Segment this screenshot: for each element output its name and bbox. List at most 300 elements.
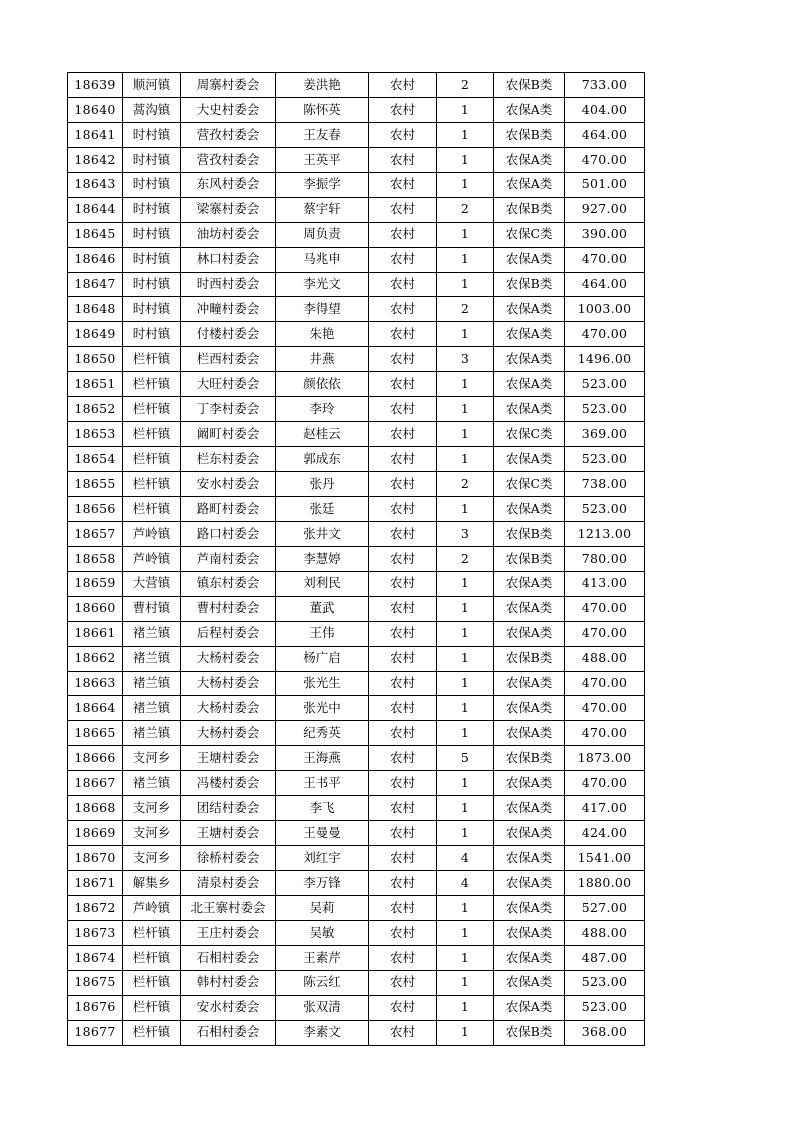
- row-number-cell: 18643: [68, 172, 123, 197]
- amount-cell: 780.00: [565, 546, 645, 571]
- amount-cell: 470.00: [565, 147, 645, 172]
- name-cell: 张光生: [276, 671, 369, 696]
- insurance-category-cell: 农保B类: [494, 122, 565, 147]
- people-count-cell: 4: [437, 871, 494, 896]
- amount-cell: 1873.00: [565, 746, 645, 771]
- name-cell: 王曼曼: [276, 821, 369, 846]
- township-cell: 顺河镇: [123, 73, 181, 98]
- row-number-cell: 18645: [68, 222, 123, 247]
- township-cell: 芦岭镇: [123, 895, 181, 920]
- amount-cell: 417.00: [565, 796, 645, 821]
- household-type-cell: 农村: [369, 447, 437, 472]
- table-row: [68, 671, 645, 696]
- township-cell: 栏杆镇: [123, 472, 181, 497]
- township-cell: 时村镇: [123, 122, 181, 147]
- name-cell: 刘红宇: [276, 846, 369, 871]
- row-number-cell: 18644: [68, 197, 123, 222]
- table-row: [68, 571, 645, 596]
- people-count-cell: 1: [437, 422, 494, 447]
- village-committee-cell: 芦南村委会: [181, 546, 276, 571]
- amount-cell: 470.00: [565, 322, 645, 347]
- insurance-category-cell: 农保A类: [494, 796, 565, 821]
- township-cell: 栏杆镇: [123, 422, 181, 447]
- village-committee-cell: 镇东村委会: [181, 571, 276, 596]
- household-type-cell: 农村: [369, 846, 437, 871]
- household-type-cell: 农村: [369, 721, 437, 746]
- table-row: [68, 796, 645, 821]
- table-row: [68, 646, 645, 671]
- row-number-cell: 18673: [68, 920, 123, 945]
- row-number-cell: 18672: [68, 895, 123, 920]
- household-type-cell: 农村: [369, 521, 437, 546]
- row-number-cell: 18662: [68, 646, 123, 671]
- village-committee-cell: 北王寨村委会: [181, 895, 276, 920]
- insurance-category-cell: 农保A类: [494, 970, 565, 995]
- township-cell: 支河乡: [123, 746, 181, 771]
- people-count-cell: 2: [437, 73, 494, 98]
- amount-cell: 1496.00: [565, 347, 645, 372]
- table-row: [68, 222, 645, 247]
- township-cell: 栏杆镇: [123, 1020, 181, 1045]
- amount-cell: 927.00: [565, 197, 645, 222]
- township-cell: 曹村镇: [123, 596, 181, 621]
- insurance-category-cell: 农保B类: [494, 746, 565, 771]
- insurance-category-cell: 农保C类: [494, 422, 565, 447]
- township-cell: 栏杆镇: [123, 496, 181, 521]
- name-cell: 周负责: [276, 222, 369, 247]
- insurance-category-cell: 农保A类: [494, 721, 565, 746]
- name-cell: 郭成东: [276, 447, 369, 472]
- insurance-category-cell: 农保A类: [494, 596, 565, 621]
- household-type-cell: 农村: [369, 197, 437, 222]
- village-committee-cell: 徐桥村委会: [181, 846, 276, 871]
- insurance-category-cell: 农保A类: [494, 621, 565, 646]
- amount-cell: 470.00: [565, 721, 645, 746]
- amount-cell: 470.00: [565, 771, 645, 796]
- table-row: [68, 771, 645, 796]
- household-type-cell: 农村: [369, 322, 437, 347]
- insurance-category-cell: 农保B类: [494, 546, 565, 571]
- table-row: [68, 621, 645, 646]
- insurance-category-cell: 农保A类: [494, 247, 565, 272]
- row-number-cell: 18674: [68, 945, 123, 970]
- table-row: [68, 746, 645, 771]
- township-cell: 褚兰镇: [123, 621, 181, 646]
- amount-cell: 470.00: [565, 596, 645, 621]
- village-committee-cell: 梁寨村委会: [181, 197, 276, 222]
- village-committee-cell: 王塘村委会: [181, 746, 276, 771]
- row-number-cell: 18676: [68, 995, 123, 1020]
- township-cell: 栏杆镇: [123, 920, 181, 945]
- amount-cell: 1003.00: [565, 297, 645, 322]
- township-cell: 解集乡: [123, 871, 181, 896]
- row-number-cell: 18650: [68, 347, 123, 372]
- people-count-cell: 1: [437, 397, 494, 422]
- insurance-category-cell: 农保A类: [494, 97, 565, 122]
- name-cell: 陈怀英: [276, 97, 369, 122]
- people-count-cell: 3: [437, 521, 494, 546]
- household-type-cell: 农村: [369, 871, 437, 896]
- people-count-cell: 3: [437, 347, 494, 372]
- amount-cell: 404.00: [565, 97, 645, 122]
- village-committee-cell: 清泉村委会: [181, 871, 276, 896]
- insurance-category-cell: 农保A类: [494, 995, 565, 1020]
- amount-cell: 470.00: [565, 671, 645, 696]
- household-type-cell: 农村: [369, 397, 437, 422]
- row-number-cell: 18664: [68, 696, 123, 721]
- table-row: [68, 472, 645, 497]
- household-type-cell: 农村: [369, 372, 437, 397]
- insurance-category-cell: 农保B类: [494, 521, 565, 546]
- amount-cell: 413.00: [565, 571, 645, 596]
- village-committee-cell: 路町村委会: [181, 496, 276, 521]
- amount-cell: 488.00: [565, 920, 645, 945]
- village-committee-cell: 丁李村委会: [181, 397, 276, 422]
- table-row: [68, 347, 645, 372]
- amount-cell: 527.00: [565, 895, 645, 920]
- household-type-cell: 农村: [369, 297, 437, 322]
- name-cell: 李素文: [276, 1020, 369, 1045]
- people-count-cell: 1: [437, 1020, 494, 1045]
- row-number-cell: 18667: [68, 771, 123, 796]
- village-committee-cell: 时西村委会: [181, 272, 276, 297]
- insurance-category-cell: 农保A类: [494, 920, 565, 945]
- amount-cell: 369.00: [565, 422, 645, 447]
- amount-cell: 470.00: [565, 696, 645, 721]
- row-number-cell: 18677: [68, 1020, 123, 1045]
- table-row: [68, 970, 645, 995]
- name-cell: 李玲: [276, 397, 369, 422]
- name-cell: 吴敏: [276, 920, 369, 945]
- table-row: [68, 1020, 645, 1045]
- table-row: [68, 372, 645, 397]
- township-cell: 褚兰镇: [123, 771, 181, 796]
- people-count-cell: 1: [437, 571, 494, 596]
- village-committee-cell: 付楼村委会: [181, 322, 276, 347]
- table-row: [68, 272, 645, 297]
- people-count-cell: 1: [437, 821, 494, 846]
- township-cell: 大营镇: [123, 571, 181, 596]
- township-cell: 褚兰镇: [123, 696, 181, 721]
- people-count-cell: 1: [437, 247, 494, 272]
- people-count-cell: 1: [437, 496, 494, 521]
- people-count-cell: 1: [437, 222, 494, 247]
- row-number-cell: 18661: [68, 621, 123, 646]
- village-committee-cell: 安水村委会: [181, 472, 276, 497]
- table-row: [68, 422, 645, 447]
- insurance-category-cell: 农保A类: [494, 895, 565, 920]
- village-committee-cell: 大杨村委会: [181, 721, 276, 746]
- people-count-cell: 2: [437, 297, 494, 322]
- people-count-cell: 1: [437, 721, 494, 746]
- name-cell: 董武: [276, 596, 369, 621]
- amount-cell: 464.00: [565, 272, 645, 297]
- household-type-cell: 农村: [369, 122, 437, 147]
- household-type-cell: 农村: [369, 422, 437, 447]
- people-count-cell: 1: [437, 372, 494, 397]
- village-committee-cell: 冲疃村委会: [181, 297, 276, 322]
- row-number-cell: 18675: [68, 970, 123, 995]
- village-committee-cell: 冯楼村委会: [181, 771, 276, 796]
- row-number-cell: 18665: [68, 721, 123, 746]
- row-number-cell: 18651: [68, 372, 123, 397]
- insurance-category-cell: 农保A类: [494, 147, 565, 172]
- household-type-cell: 农村: [369, 945, 437, 970]
- people-count-cell: 1: [437, 646, 494, 671]
- people-count-cell: 1: [437, 671, 494, 696]
- township-cell: 栏杆镇: [123, 372, 181, 397]
- row-number-cell: 18666: [68, 746, 123, 771]
- township-cell: 支河乡: [123, 846, 181, 871]
- village-committee-cell: 曹村村委会: [181, 596, 276, 621]
- township-cell: 芦岭镇: [123, 546, 181, 571]
- subsidy-roster-table: [67, 72, 645, 1046]
- table-row: [68, 871, 645, 896]
- household-type-cell: 农村: [369, 571, 437, 596]
- amount-cell: 390.00: [565, 222, 645, 247]
- township-cell: 时村镇: [123, 322, 181, 347]
- amount-cell: 487.00: [565, 945, 645, 970]
- people-count-cell: 4: [437, 846, 494, 871]
- household-type-cell: 农村: [369, 746, 437, 771]
- village-committee-cell: 路口村委会: [181, 521, 276, 546]
- household-type-cell: 农村: [369, 172, 437, 197]
- row-number-cell: 18656: [68, 496, 123, 521]
- village-committee-cell: 大杨村委会: [181, 696, 276, 721]
- row-number-cell: 18642: [68, 147, 123, 172]
- table-row: [68, 696, 645, 721]
- row-number-cell: 18652: [68, 397, 123, 422]
- roster-body: [68, 73, 645, 1046]
- village-committee-cell: 后程村委会: [181, 621, 276, 646]
- insurance-category-cell: 农保A类: [494, 496, 565, 521]
- insurance-category-cell: 农保B类: [494, 646, 565, 671]
- name-cell: 王素芹: [276, 945, 369, 970]
- table-row: [68, 521, 645, 546]
- name-cell: 王海燕: [276, 746, 369, 771]
- household-type-cell: 农村: [369, 821, 437, 846]
- people-count-cell: 1: [437, 621, 494, 646]
- village-committee-cell: 韩村村委会: [181, 970, 276, 995]
- name-cell: 颜依依: [276, 372, 369, 397]
- township-cell: 栏杆镇: [123, 970, 181, 995]
- name-cell: 张丹: [276, 472, 369, 497]
- row-number-cell: 18657: [68, 521, 123, 546]
- people-count-cell: 1: [437, 596, 494, 621]
- household-type-cell: 农村: [369, 771, 437, 796]
- name-cell: 马兆申: [276, 247, 369, 272]
- village-committee-cell: 栏东村委会: [181, 447, 276, 472]
- amount-cell: 464.00: [565, 122, 645, 147]
- household-type-cell: 农村: [369, 222, 437, 247]
- table-row: [68, 197, 645, 222]
- table-row: [68, 496, 645, 521]
- village-committee-cell: 阚町村委会: [181, 422, 276, 447]
- insurance-category-cell: 农保A类: [494, 771, 565, 796]
- table-row: [68, 297, 645, 322]
- people-count-cell: 1: [437, 771, 494, 796]
- people-count-cell: 1: [437, 796, 494, 821]
- people-count-cell: 1: [437, 97, 494, 122]
- row-number-cell: 18660: [68, 596, 123, 621]
- amount-cell: 470.00: [565, 621, 645, 646]
- amount-cell: 523.00: [565, 447, 645, 472]
- amount-cell: 1213.00: [565, 521, 645, 546]
- insurance-category-cell: 农保A类: [494, 322, 565, 347]
- village-committee-cell: 周寨村委会: [181, 73, 276, 98]
- row-number-cell: 18671: [68, 871, 123, 896]
- household-type-cell: 农村: [369, 147, 437, 172]
- amount-cell: 488.00: [565, 646, 645, 671]
- name-cell: 杨广启: [276, 646, 369, 671]
- people-count-cell: 1: [437, 696, 494, 721]
- name-cell: 陈云红: [276, 970, 369, 995]
- table-row: [68, 895, 645, 920]
- table-row: [68, 122, 645, 147]
- amount-cell: 523.00: [565, 372, 645, 397]
- township-cell: 栏杆镇: [123, 397, 181, 422]
- insurance-category-cell: 农保B类: [494, 73, 565, 98]
- village-committee-cell: 安水村委会: [181, 995, 276, 1020]
- name-cell: 吴莉: [276, 895, 369, 920]
- table-row: [68, 995, 645, 1020]
- village-committee-cell: 大史村委会: [181, 97, 276, 122]
- name-cell: 王书平: [276, 771, 369, 796]
- amount-cell: 523.00: [565, 496, 645, 521]
- row-number-cell: 18655: [68, 472, 123, 497]
- insurance-category-cell: 农保A类: [494, 372, 565, 397]
- name-cell: 姜洪艳: [276, 73, 369, 98]
- people-count-cell: 1: [437, 272, 494, 297]
- village-committee-cell: 栏西村委会: [181, 347, 276, 372]
- village-committee-cell: 营孜村委会: [181, 122, 276, 147]
- name-cell: 朱艳: [276, 322, 369, 347]
- table-row: [68, 73, 645, 98]
- township-cell: 时村镇: [123, 247, 181, 272]
- household-type-cell: 农村: [369, 596, 437, 621]
- township-cell: 时村镇: [123, 297, 181, 322]
- name-cell: 李得望: [276, 297, 369, 322]
- township-cell: 褚兰镇: [123, 671, 181, 696]
- township-cell: 支河乡: [123, 796, 181, 821]
- village-committee-cell: 石相村委会: [181, 1020, 276, 1045]
- people-count-cell: 1: [437, 995, 494, 1020]
- row-number-cell: 18640: [68, 97, 123, 122]
- household-type-cell: 农村: [369, 646, 437, 671]
- village-committee-cell: 团结村委会: [181, 796, 276, 821]
- name-cell: 王英平: [276, 147, 369, 172]
- insurance-category-cell: 农保A类: [494, 172, 565, 197]
- amount-cell: 368.00: [565, 1020, 645, 1045]
- name-cell: 张双清: [276, 995, 369, 1020]
- name-cell: 李光文: [276, 272, 369, 297]
- insurance-category-cell: 农保B类: [494, 272, 565, 297]
- village-committee-cell: 林口村委会: [181, 247, 276, 272]
- table-row: [68, 846, 645, 871]
- township-cell: 褚兰镇: [123, 721, 181, 746]
- insurance-category-cell: 农保A类: [494, 696, 565, 721]
- people-count-cell: 2: [437, 197, 494, 222]
- name-cell: 王伟: [276, 621, 369, 646]
- amount-cell: 738.00: [565, 472, 645, 497]
- row-number-cell: 18658: [68, 546, 123, 571]
- township-cell: 褚兰镇: [123, 646, 181, 671]
- table-row: [68, 322, 645, 347]
- household-type-cell: 农村: [369, 97, 437, 122]
- insurance-category-cell: 农保A类: [494, 297, 565, 322]
- household-type-cell: 农村: [369, 73, 437, 98]
- township-cell: 芦岭镇: [123, 521, 181, 546]
- name-cell: 张井文: [276, 521, 369, 546]
- row-number-cell: 18659: [68, 571, 123, 596]
- row-number-cell: 18668: [68, 796, 123, 821]
- amount-cell: 470.00: [565, 247, 645, 272]
- household-type-cell: 农村: [369, 796, 437, 821]
- table-row: [68, 596, 645, 621]
- village-committee-cell: 石相村委会: [181, 945, 276, 970]
- township-cell: 栏杆镇: [123, 995, 181, 1020]
- village-committee-cell: 大杨村委会: [181, 646, 276, 671]
- people-count-cell: 1: [437, 895, 494, 920]
- name-cell: 蔡宇轩: [276, 197, 369, 222]
- household-type-cell: 农村: [369, 347, 437, 372]
- row-number-cell: 18654: [68, 447, 123, 472]
- household-type-cell: 农村: [369, 671, 437, 696]
- township-cell: 栏杆镇: [123, 347, 181, 372]
- people-count-cell: 1: [437, 920, 494, 945]
- insurance-category-cell: 农保A类: [494, 347, 565, 372]
- village-committee-cell: 大杨村委会: [181, 671, 276, 696]
- table-row: [68, 247, 645, 272]
- people-count-cell: 5: [437, 746, 494, 771]
- people-count-cell: 1: [437, 122, 494, 147]
- amount-cell: 523.00: [565, 397, 645, 422]
- people-count-cell: 2: [437, 472, 494, 497]
- name-cell: 纪秀英: [276, 721, 369, 746]
- township-cell: 时村镇: [123, 222, 181, 247]
- village-committee-cell: 油坊村委会: [181, 222, 276, 247]
- insurance-category-cell: 农保A类: [494, 846, 565, 871]
- table-row: [68, 447, 645, 472]
- village-committee-cell: 王塘村委会: [181, 821, 276, 846]
- people-count-cell: 1: [437, 322, 494, 347]
- table-row: [68, 920, 645, 945]
- village-committee-cell: 东风村委会: [181, 172, 276, 197]
- amount-cell: 501.00: [565, 172, 645, 197]
- insurance-category-cell: 农保A类: [494, 945, 565, 970]
- table-row: [68, 397, 645, 422]
- household-type-cell: 农村: [369, 995, 437, 1020]
- row-number-cell: 18669: [68, 821, 123, 846]
- row-number-cell: 18639: [68, 73, 123, 98]
- people-count-cell: 1: [437, 447, 494, 472]
- name-cell: 刘利民: [276, 571, 369, 596]
- row-number-cell: 18670: [68, 846, 123, 871]
- amount-cell: 523.00: [565, 970, 645, 995]
- insurance-category-cell: 农保C类: [494, 222, 565, 247]
- township-cell: 时村镇: [123, 197, 181, 222]
- name-cell: 张光中: [276, 696, 369, 721]
- insurance-category-cell: 农保A类: [494, 397, 565, 422]
- table-row: [68, 721, 645, 746]
- name-cell: 李万锋: [276, 871, 369, 896]
- name-cell: 张廷: [276, 496, 369, 521]
- table-row: [68, 147, 645, 172]
- insurance-category-cell: 农保A类: [494, 571, 565, 596]
- name-cell: 井燕: [276, 347, 369, 372]
- township-cell: 时村镇: [123, 147, 181, 172]
- village-committee-cell: 大旺村委会: [181, 372, 276, 397]
